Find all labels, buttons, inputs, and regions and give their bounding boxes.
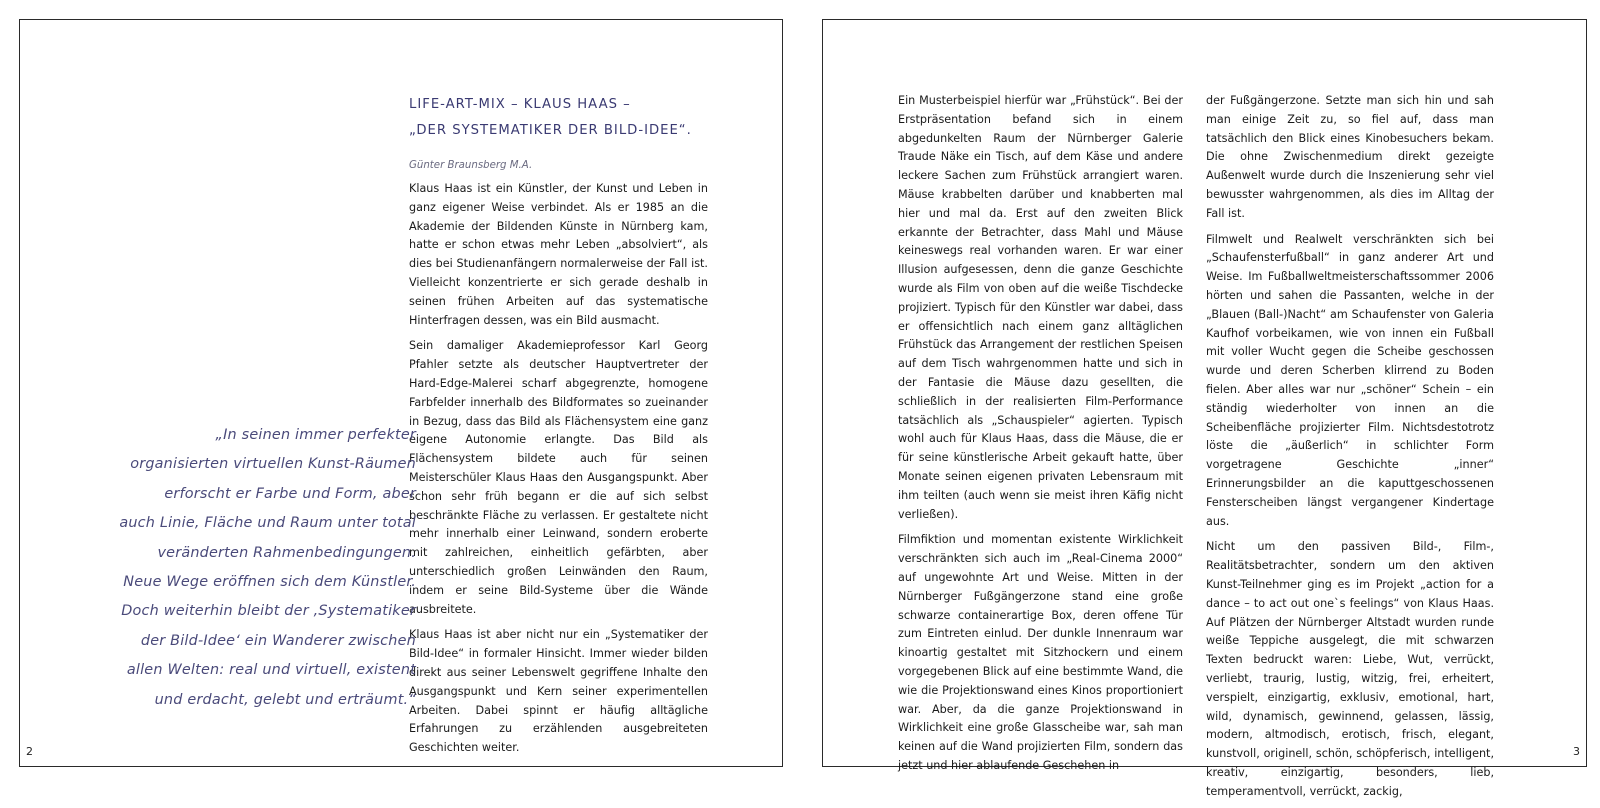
quote-line: organisierten virtuellen Kunst-Räumen [130, 456, 416, 473]
quote-line: Neue Wege eröffnen sich dem Künstler. [123, 574, 416, 591]
quote-line: allen Welten: real und virtuell, existent [126, 662, 416, 679]
quote-line: „In seinen immer perfekter [215, 427, 416, 443]
author-name: Günter Braunsberg M.A. [409, 160, 533, 171]
quote-line: erforscht er Farbe und Form, aber [164, 485, 416, 502]
right-page [822, 19, 1587, 798]
quote-line: veränderten Rahmenbedingungen. [157, 544, 416, 561]
left-body-text [409, 180, 708, 765]
quote-line: der Bild-Idee‘ ein Wanderer zwischen [140, 632, 416, 649]
paragraph: Ein Musterbeispiel hierfür war „Frühstück“. Bei der Erstpräsentation befand sich in einem abgedunkelten Raum der Nürnberger Galerie Traude Näke ein Tisch, auf dem Käse und andere leckere Sachen zum Frühstück arrangiert waren. Mäuse krabbelten darüber und knabberten mal hier und mal da. Erst auf den zweiten Blick erkannte der Betrachter, dass Mahl und Mäuse keineswegs real vorhanden waren. Er war einer Illusion aufgesessen, denn die ganze Geschichte wurde als Film von oben auf die weiße Tischdecke projiziert. Typisch für den Künstler war dabei, dass er offensichtlich nach einem ganz alltäglichen Frühstück das Arrangement der restlichen Speisen auf dem Tisch wahrgenommen hatte und sich in der Fantasie die Mäuse dazu gesellten, die schließlich in der realisierten Film-Performance tatsächlich als „Schauspieler“ agierten. Typisch wohl auch für Klaus Haas, dass die Mäuse, die er für seine künstlerische Arbeit gekauft hatte, über Monate seinen eigenen privaten Lebensraum mit ihm teilten (auch wenn sie meist ihren Käfig nicht verließen). [898, 94, 1183, 521]
quote-line: Doch weiterhin bleibt der ‚Systematiker [121, 603, 416, 620]
left-page [19, 19, 783, 767]
right-column-2 [1206, 92, 1494, 808]
paragraph: Filmwelt und Realwelt verschränkten sich bei „Schaufensterfußball“ in ganz anderer Art und Weise. Im Fußballweltmeisterschaftssommer 2006 hörten und sahen die Passanten, welche in der „Blauen (Ball-)Nacht“ am Schaufenster von Galeria Kaufhof vorbeikamen, wie von innen ein Fußball mit voller Wucht gegen die Scheibe geschossen wurde und deren Scherben klirrend zu Boden fielen. Aber alles war nur „schöner“ Schein – ein ständig wiederholter von innen an die Scheibenfläche projizierter Film. Nichtsdestotrotz löste die „äußerlich“ in schlichter Form vorgetragene Geschichte „inner“ Erinnerungsbilder an die kaputtgeschossenen Fensterscheiben längst vergangener Kindertage aus. [1206, 232, 1494, 528]
paragraph: Klaus Haas ist aber nicht nur ein „Systematiker der Bild-Idee“ in formaler Hinsicht. Immer wieder bilden direkt aus seiner Lebenswelt gegriffene Inhalte den Ausgangspunkt und Kern seiner experimentellen Arbeiten. Dabei spinnt er häufig alltägliche Erfahrungen zu erzählenden ausgebreiteten Geschichten weiter. [409, 628, 708, 755]
article-headline [409, 92, 729, 144]
headline-line-1: LIFE-ART-MIX – KLAUS HAAS – [409, 97, 631, 112]
right-column-1 [898, 92, 1183, 783]
paragraph: Klaus Haas ist ein Künstler, der Kunst und Leben in ganz eigener Weise verbindet. Als er 1985 an die Akademie der Bildenden Künste in Nürnberg kam, hatte er schon etwas mehr Leben „absolviert“, als dies bei Studienanfängern normalerweise der Fall ist. Vielleicht konzentrierte er sich gerade deshalb in seinen frühen Arbeiten auf das systematische Hinterfragen dessen, was ein Bild ausmacht. [409, 182, 708, 327]
paragraph: der Fußgängerzone. Setzte man sich hin und sah man einige Zeit zu, so fiel auf, dass man tatsächlich den Blick eines Kinobesuchers bekam. Die ohne Zwischenmedium direkt gezeigte Außenwelt wurde durch die Inszenierung sehr viel bewusster wahrgenommen, als dies im Alltag der Fall ist. [1206, 94, 1494, 220]
page-number-left: 2 [26, 745, 33, 758]
quote-line: auch Linie, Fläche und Raum unter total [119, 515, 416, 532]
pull-quote [80, 421, 416, 715]
paragraph: Sein damaliger Akademieprofessor Karl Georg Pfahler setzte als deutscher Hauptvertreter der Hard-Edge-Malerei scharf abgegrenzte, homogene Farbfelder innerhalb des Bildformates so zueinander in Bezug, dass das Bild als Flächensystem eine ganz eigene Autonomie erlangte. Das Bild als Flächensystem bildete auch für seinen Meisterschüler Klaus Haas den Ausgangspunkt. Aber schon sehr früh begann er die auf sich selbst beschränkte Fläche zu verlassen. Er gestaltete nicht mehr innerhalb einer Leinwand, sondern eroberte mit zahlreichen, einheitlich gefärbten, aber unterschiedlich großen Leinwänden den Raum, indem er seine Bild-Systeme über die Wände ausbreitete. [409, 339, 708, 616]
headline-line-2: „DER SYSTEMATIKER DER BILD-IDEE“. [409, 123, 692, 138]
paragraph: Filmfiktion und momentan existente Wirklichkeit verschränkten sich auch im „Real-Cinema 2000“ auf ungewohnte Art und Weise. Mitten in der Nürnberger Fußgängerzone stand eine große schwarze containerartige Box, deren offene Tür zum Eintreten einlud. Der dunkle Innenraum war kinoartig gestaltet mit Sitzhockern und einem vorgegebenen Blick auf eine bestimmte Wand, die wie die Projektionswand eines Kinos proportioniert war. Aber, da die ganze Projektionswand in Wirklichkeit eine große Glasscheibe war, sah man keinen auf die Wand projizierten Film, sondern das jetzt und hier ablaufende Geschehen in [898, 533, 1183, 772]
page-number-right: 3 [1573, 745, 1580, 758]
paragraph: Nicht um den passiven Bild-, Film-, Realitätsbetrachter, sondern um den aktiven Kunst-Teilnehmer ging es im Projekt „action for a dance – to act out one`s feelings“ von Klaus Haas. Auf Plätzen der Nürnberger Altstadt wurden runde weiße Teppiche ausgelegt, die mit schwarzen Texten bedruckt waren: Liebe, Wut, verrückt, verliebt, traurig, lustig, witzig, frei, erheitert, verspielt, einzigartig, exklusiv, emotional, hart, wild, dynamisch, gewinnend, gelassen, lässig, modern, altmodisch, erotisch, frisch, elegant, kunstvoll, originell, schön, schöpferisch, intelligent, kreativ, einzigartig, besonders, lieb, temperamentvoll, verrückt, zackig, [1206, 540, 1494, 798]
quote-line: und erdacht, gelebt und erträumt.“ [154, 691, 416, 708]
